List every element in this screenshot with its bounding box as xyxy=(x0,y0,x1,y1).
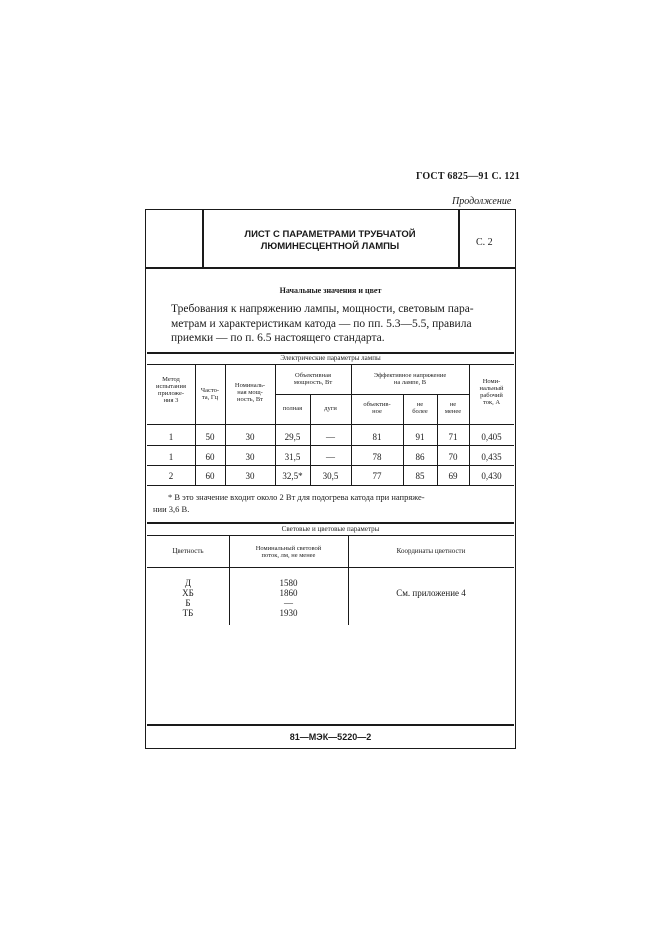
list-item: 1580 xyxy=(279,578,298,588)
list-item: Б xyxy=(185,598,191,608)
table-cell: 91 xyxy=(415,432,425,442)
el-header-method: Метод испытания приложе- ния 3 xyxy=(156,376,186,404)
lt-fluxes xyxy=(229,578,348,618)
paragraph-line-3: приемки — по п. 6.5 настоящего стандарта. xyxy=(171,332,385,344)
table-cell: 60 xyxy=(205,471,215,481)
lt-caption-rule xyxy=(147,535,514,536)
table-cell: 70 xyxy=(448,452,458,462)
table-cell: 31,5 xyxy=(284,452,301,462)
table-cell: 1 xyxy=(168,452,174,462)
list-item: — xyxy=(284,598,293,608)
list-item: Д xyxy=(184,578,192,588)
table-cell: 77 xyxy=(372,471,382,481)
lt-header-flux: Номинальный световой поток, лм, не менее xyxy=(255,545,322,559)
footer-code: 81—МЭК—5220—2 xyxy=(289,732,372,742)
paragraph-line-2: метрам и характеристикам катода — по пп. 5.3—5.5, правила xyxy=(171,317,472,330)
lt-top-rule xyxy=(147,522,514,524)
el-header-rule xyxy=(147,424,514,425)
el-caption-rule xyxy=(147,364,514,365)
table-cell: — xyxy=(326,452,335,462)
lt-header-coords: Координаты цветности xyxy=(396,547,466,555)
table-cell: — xyxy=(326,432,335,442)
table-cell: 69 xyxy=(448,471,458,481)
lt-header-rule xyxy=(147,567,514,568)
title-right-divider xyxy=(458,210,460,267)
title-bottom-rule xyxy=(146,267,515,269)
lt-caption: Световые и цветовые параметры xyxy=(281,525,380,533)
el-header-objective: объектив- ное xyxy=(363,401,391,415)
lt-header-color: Цветность xyxy=(172,547,204,555)
lt-colors xyxy=(147,578,229,618)
table-cell: 30 xyxy=(245,452,255,462)
table-cell: 30 xyxy=(245,432,255,442)
table-cell: 29,5 xyxy=(284,432,301,442)
table-cell: 85 xyxy=(415,471,425,481)
el-header-nominal-power: Номиналь- ная мощ- ность, Вт xyxy=(234,382,266,403)
el-header-arc: дуги xyxy=(324,405,337,412)
table-cell: 50 xyxy=(205,432,215,442)
el-header-min: не менее xyxy=(444,401,462,415)
el-header-eff-voltage: Эффективное напряжение на лампе, В xyxy=(373,372,447,386)
list-item: ХБ xyxy=(182,588,194,598)
sheet-page-label: С. 2 xyxy=(476,237,493,248)
list-item: ТБ xyxy=(182,608,194,618)
table-cell: 60 xyxy=(205,452,215,462)
table-cell: 71 xyxy=(448,432,458,442)
footer-rule xyxy=(147,724,514,726)
sheet-title-line-2: ЛЮМИНЕСЦЕНТНОЙ ЛАМПЫ xyxy=(260,241,400,252)
el-header-frequency: Часто- та, Гц xyxy=(200,387,220,401)
table-cell: 1 xyxy=(168,432,174,442)
el-subheader-rule xyxy=(275,394,469,395)
sheet-title-line-1: ЛИСТ С ПАРАМЕТРАМИ ТРУБЧАТОЙ xyxy=(244,229,416,240)
table-cell: 0,405 xyxy=(481,432,502,442)
table-cell: 0,435 xyxy=(481,452,502,462)
el-header-objective-power: Объективная мощность, Вт xyxy=(293,372,333,386)
table-cell: 78 xyxy=(372,452,382,462)
table-cell: 32,5* xyxy=(282,471,303,481)
table-cell: 81 xyxy=(372,432,382,442)
requirements-paragraph xyxy=(171,302,511,346)
table-cell: 30 xyxy=(245,471,255,481)
el-header-full: полная xyxy=(282,405,303,412)
table-cell: 2 xyxy=(168,471,174,481)
table-cell: 0,430 xyxy=(481,471,502,481)
el-row-rule xyxy=(147,465,514,466)
el-bottom-rule xyxy=(147,485,514,486)
lt-coords-value: См. приложение 4 xyxy=(396,588,466,598)
el-caption: Электрические параметры лампы xyxy=(280,354,381,362)
standard-code: ГОСТ 6825—91 С. 121 xyxy=(416,171,520,182)
table-cell: 86 xyxy=(415,452,425,462)
el-row-rule xyxy=(147,445,514,446)
paragraph-line-1: Требования к напряжению лампы, мощности, световым пара- xyxy=(171,303,474,315)
el-header-current: Номи- нальный рабочий ток, А xyxy=(479,378,504,406)
continuation-label: Продолжение xyxy=(452,196,512,207)
table-cell: 30,5 xyxy=(322,471,339,481)
section-title: Начальные значения и цвет xyxy=(279,286,382,295)
el-footnote: * В это значение входит около 2 Вт для подогрева катода при напряже- нии 3,6 В. xyxy=(153,492,425,514)
list-item: 1930 xyxy=(279,608,298,618)
el-header-max: не более xyxy=(412,401,428,415)
sheet-title xyxy=(202,229,458,253)
list-item: 1860 xyxy=(279,588,298,598)
